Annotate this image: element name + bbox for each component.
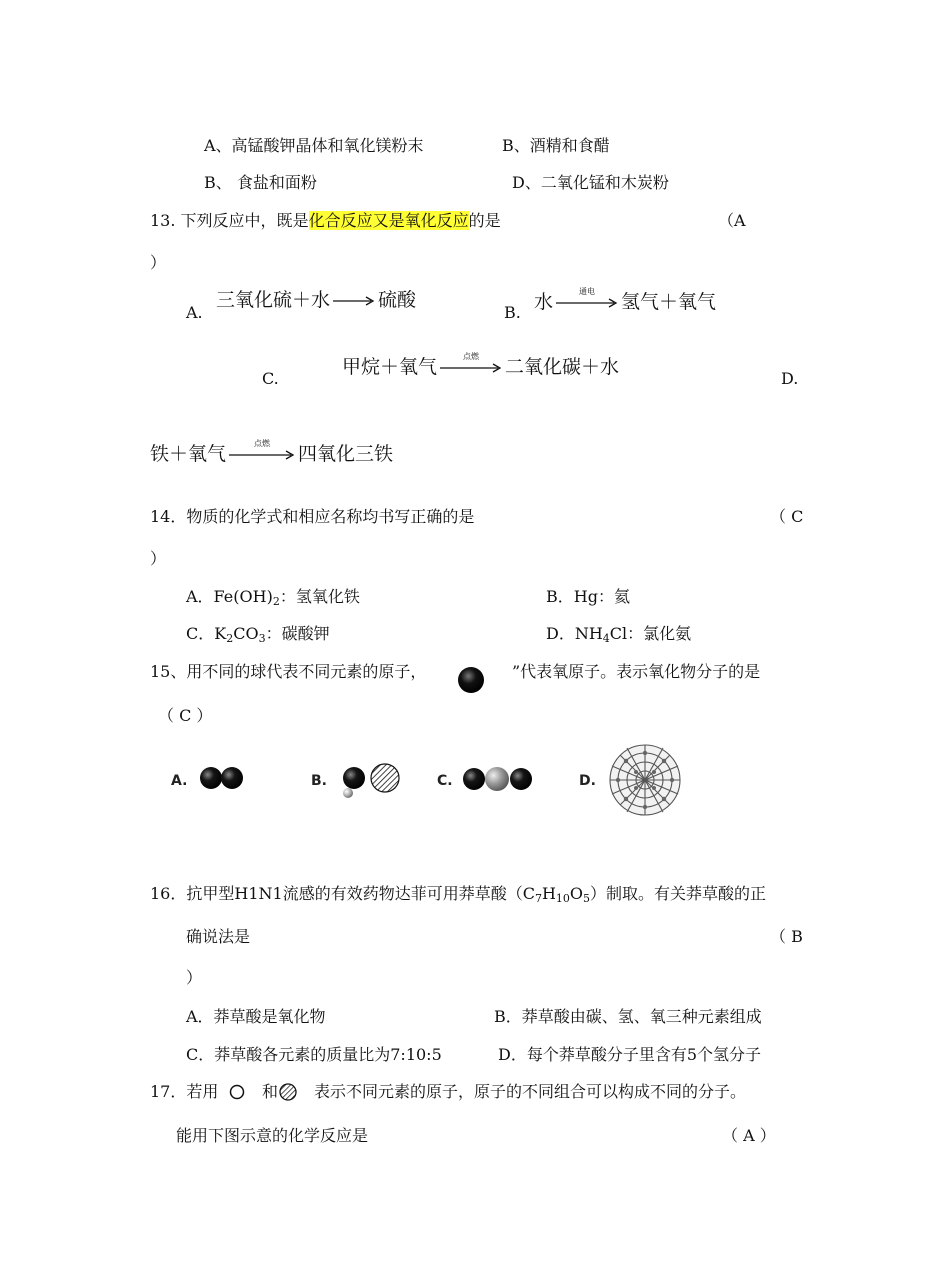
q13-stem-pre: 下列反应中，既是 xyxy=(180,211,309,230)
q12-option-b: B、酒精和食醋 xyxy=(502,136,610,155)
q14-option-d: D．$NH_4Cl$：氯化氨 xyxy=(546,624,692,645)
q14-answer-open: （ C xyxy=(770,507,804,526)
q13-answer-close: ） xyxy=(150,253,167,272)
hatched-atom-icon xyxy=(278,1082,298,1102)
q16-option-a: A．莽草酸是氧化物 xyxy=(186,1007,326,1026)
eq-c-left: 甲烷＋氧气 xyxy=(342,356,438,378)
q13-label-a: A. xyxy=(186,303,203,322)
eq-c-right: 二氧化碳＋水 xyxy=(505,356,620,378)
q17-stem-and: 和 xyxy=(262,1082,279,1101)
label-b: B. xyxy=(311,773,327,789)
q15-molecule-figure xyxy=(165,742,695,828)
q13-number: 13. xyxy=(150,211,176,230)
q13-answer-open: （A xyxy=(718,211,746,230)
q13-label-c: C. xyxy=(262,369,279,388)
eq-b-left: 水 xyxy=(534,291,554,313)
q17-stem-pre: 17．若用 xyxy=(150,1082,219,1101)
q13-stem xyxy=(150,211,501,231)
eq-d-left: 铁＋氧气 xyxy=(150,443,227,465)
q14-stem xyxy=(150,507,474,527)
q14-stem-text: 物质的化学式和相应名称均书写正确的是 xyxy=(186,507,475,526)
q14-answer-close: ） xyxy=(150,549,167,568)
q14-number: 14． xyxy=(150,507,187,526)
q13-stem-highlight: 化合反应又是氧化反应 xyxy=(308,211,469,230)
q15-stem-pre: 15、用不同的球代表不同元素的原子， xyxy=(150,662,427,681)
q16-stem-line2: 确说法是 xyxy=(186,927,251,946)
q16-stem: 16．抗甲型H1N1流感的有效药物达菲可用莽草酸$(C_7H_{10}O_5)$制取。有关莽草酸的正 xyxy=(150,884,767,905)
q16-option-c: C．莽草酸各元素的质量比为7:10:5 xyxy=(186,1045,442,1064)
q12-option-d: D、二氧化锰和木炭粉 xyxy=(512,173,669,192)
q12-option-a: A、高锰酸钾晶体和氧化镁粉末 xyxy=(204,136,424,155)
q13-equation-c xyxy=(342,351,620,379)
eq-a-left: 三氧化硫＋水 xyxy=(216,289,331,311)
q13-stem-post: 的是 xyxy=(468,211,501,230)
q14-option-c: C．$K_2CO_3$：碳酸钾 xyxy=(186,624,330,645)
q17-answer: （ A ） xyxy=(722,1126,776,1145)
q13-equation-a xyxy=(216,288,416,312)
oxygen-atom-icon xyxy=(456,665,486,695)
q13-label-d: D. xyxy=(781,369,799,388)
label-c: C. xyxy=(437,773,453,789)
q16-answer-open: （ B xyxy=(770,927,803,946)
white-atom-icon xyxy=(228,1083,246,1101)
arrow-icon: 点燃 xyxy=(440,363,502,373)
q17-stem-line2: 能用下图示意的化学反应是 xyxy=(176,1126,369,1145)
q17-stem-post: 表示不同元素的原子，原子的不同组合可以构成不同的分子。 xyxy=(314,1082,747,1101)
buckyball xyxy=(610,745,680,815)
arrow-icon: 通电 xyxy=(556,298,618,308)
label-d: D. xyxy=(579,773,596,789)
q16-answer-close: ） xyxy=(186,968,203,987)
q13-label-b: B. xyxy=(504,303,521,322)
q15-stem-post: ”代表氧原子。表示氧化物分子的是 xyxy=(512,662,761,681)
arrow-icon xyxy=(333,296,375,306)
arrow-icon: 点燃 xyxy=(229,450,295,460)
q14-option-b: B．Hg：氦 xyxy=(546,587,630,606)
q12-option-c: B、 食盐和面粉 xyxy=(204,173,317,192)
eq-a-right: 硫酸 xyxy=(378,289,417,311)
eq-d-right: 四氧化三铁 xyxy=(298,443,394,465)
q16-option-d: D．每个莽草酸分子里含有5个氢分子 xyxy=(498,1045,762,1064)
q14-option-a: A．$Fe(OH)_2$：氢氧化铁 xyxy=(186,587,360,608)
q15-answer: （ C ） xyxy=(158,706,213,725)
q13-equation-d xyxy=(150,438,394,466)
label-a: A. xyxy=(171,773,188,789)
q16-option-b: B．莽草酸由碳、氢、氧三种元素组成 xyxy=(494,1007,762,1026)
eq-b-right: 氢气＋氧气 xyxy=(621,291,717,313)
q13-equation-b xyxy=(534,286,717,314)
